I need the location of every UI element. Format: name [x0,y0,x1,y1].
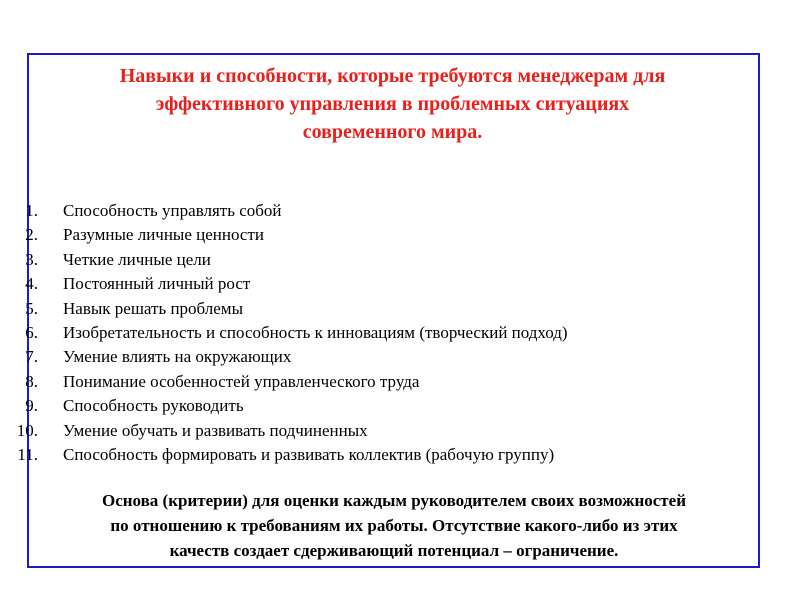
list-item-number: 5. [25,298,38,318]
title-line-2: эффективного управления в проблемных ситуациях [155,93,630,115]
slide-title [40,62,745,146]
title-line-3: современного мира. [302,121,483,143]
list-item-number: 2. [25,225,38,245]
list-item-number: 10. [16,420,38,440]
list-item [0,419,760,443]
list-item [0,272,760,296]
list-item-number: 1. [25,201,38,220]
list-item [0,345,760,369]
list-item-text: Способность руководить [63,396,244,416]
list-item-number: 6. [25,322,38,342]
list-item [0,321,760,345]
list-item-text: Понимание особенностей управленческого труда [63,371,420,391]
list-item-number: 7. [25,347,38,367]
list-item-text: Навык решать проблемы [63,298,243,318]
title-line-1: Навыки и способности, которые требуются менеджерам для [119,65,666,87]
list-item-text: Постоянный личный рост [63,274,251,294]
list-item-number: 11. [17,444,38,464]
list-item-text: Разумные личные ценности [63,225,264,245]
list-item [0,370,760,394]
list-item [0,443,760,467]
list-item [0,223,760,247]
skills-list [0,199,760,467]
list-item [0,297,760,321]
list-item-text: Способность управлять собой [63,201,282,220]
criteria-note [30,488,758,563]
list-item [0,199,760,223]
list-item-number: 3. [25,249,38,269]
list-item-text: Умение обучать и развивать подчиненных [63,420,368,440]
list-item-text: Способность формировать и развивать коллектив (рабочую группу) [63,444,555,464]
list-item-number: 4. [25,274,38,294]
list-item [0,248,760,272]
criteria-line-2: по отношению к требованиям их работы. Отсутствие какого-либо из этих [110,516,678,535]
list-item [0,394,760,418]
criteria-line-1: Основа (критерии) для оценки каждым руководителем своих возможностей [101,491,686,510]
list-item-number: 8. [25,371,38,391]
list-item-number: 9. [25,396,38,416]
criteria-line-3: качеств создает сдерживающий потенциал – ограничение. [169,541,619,560]
list-item-text: Изобретательность и способность к инновациям (творческий подход) [63,322,568,342]
list-item-text: Умение влиять на окружающих [63,347,292,367]
list-item-text: Четкие личные цели [63,249,211,269]
